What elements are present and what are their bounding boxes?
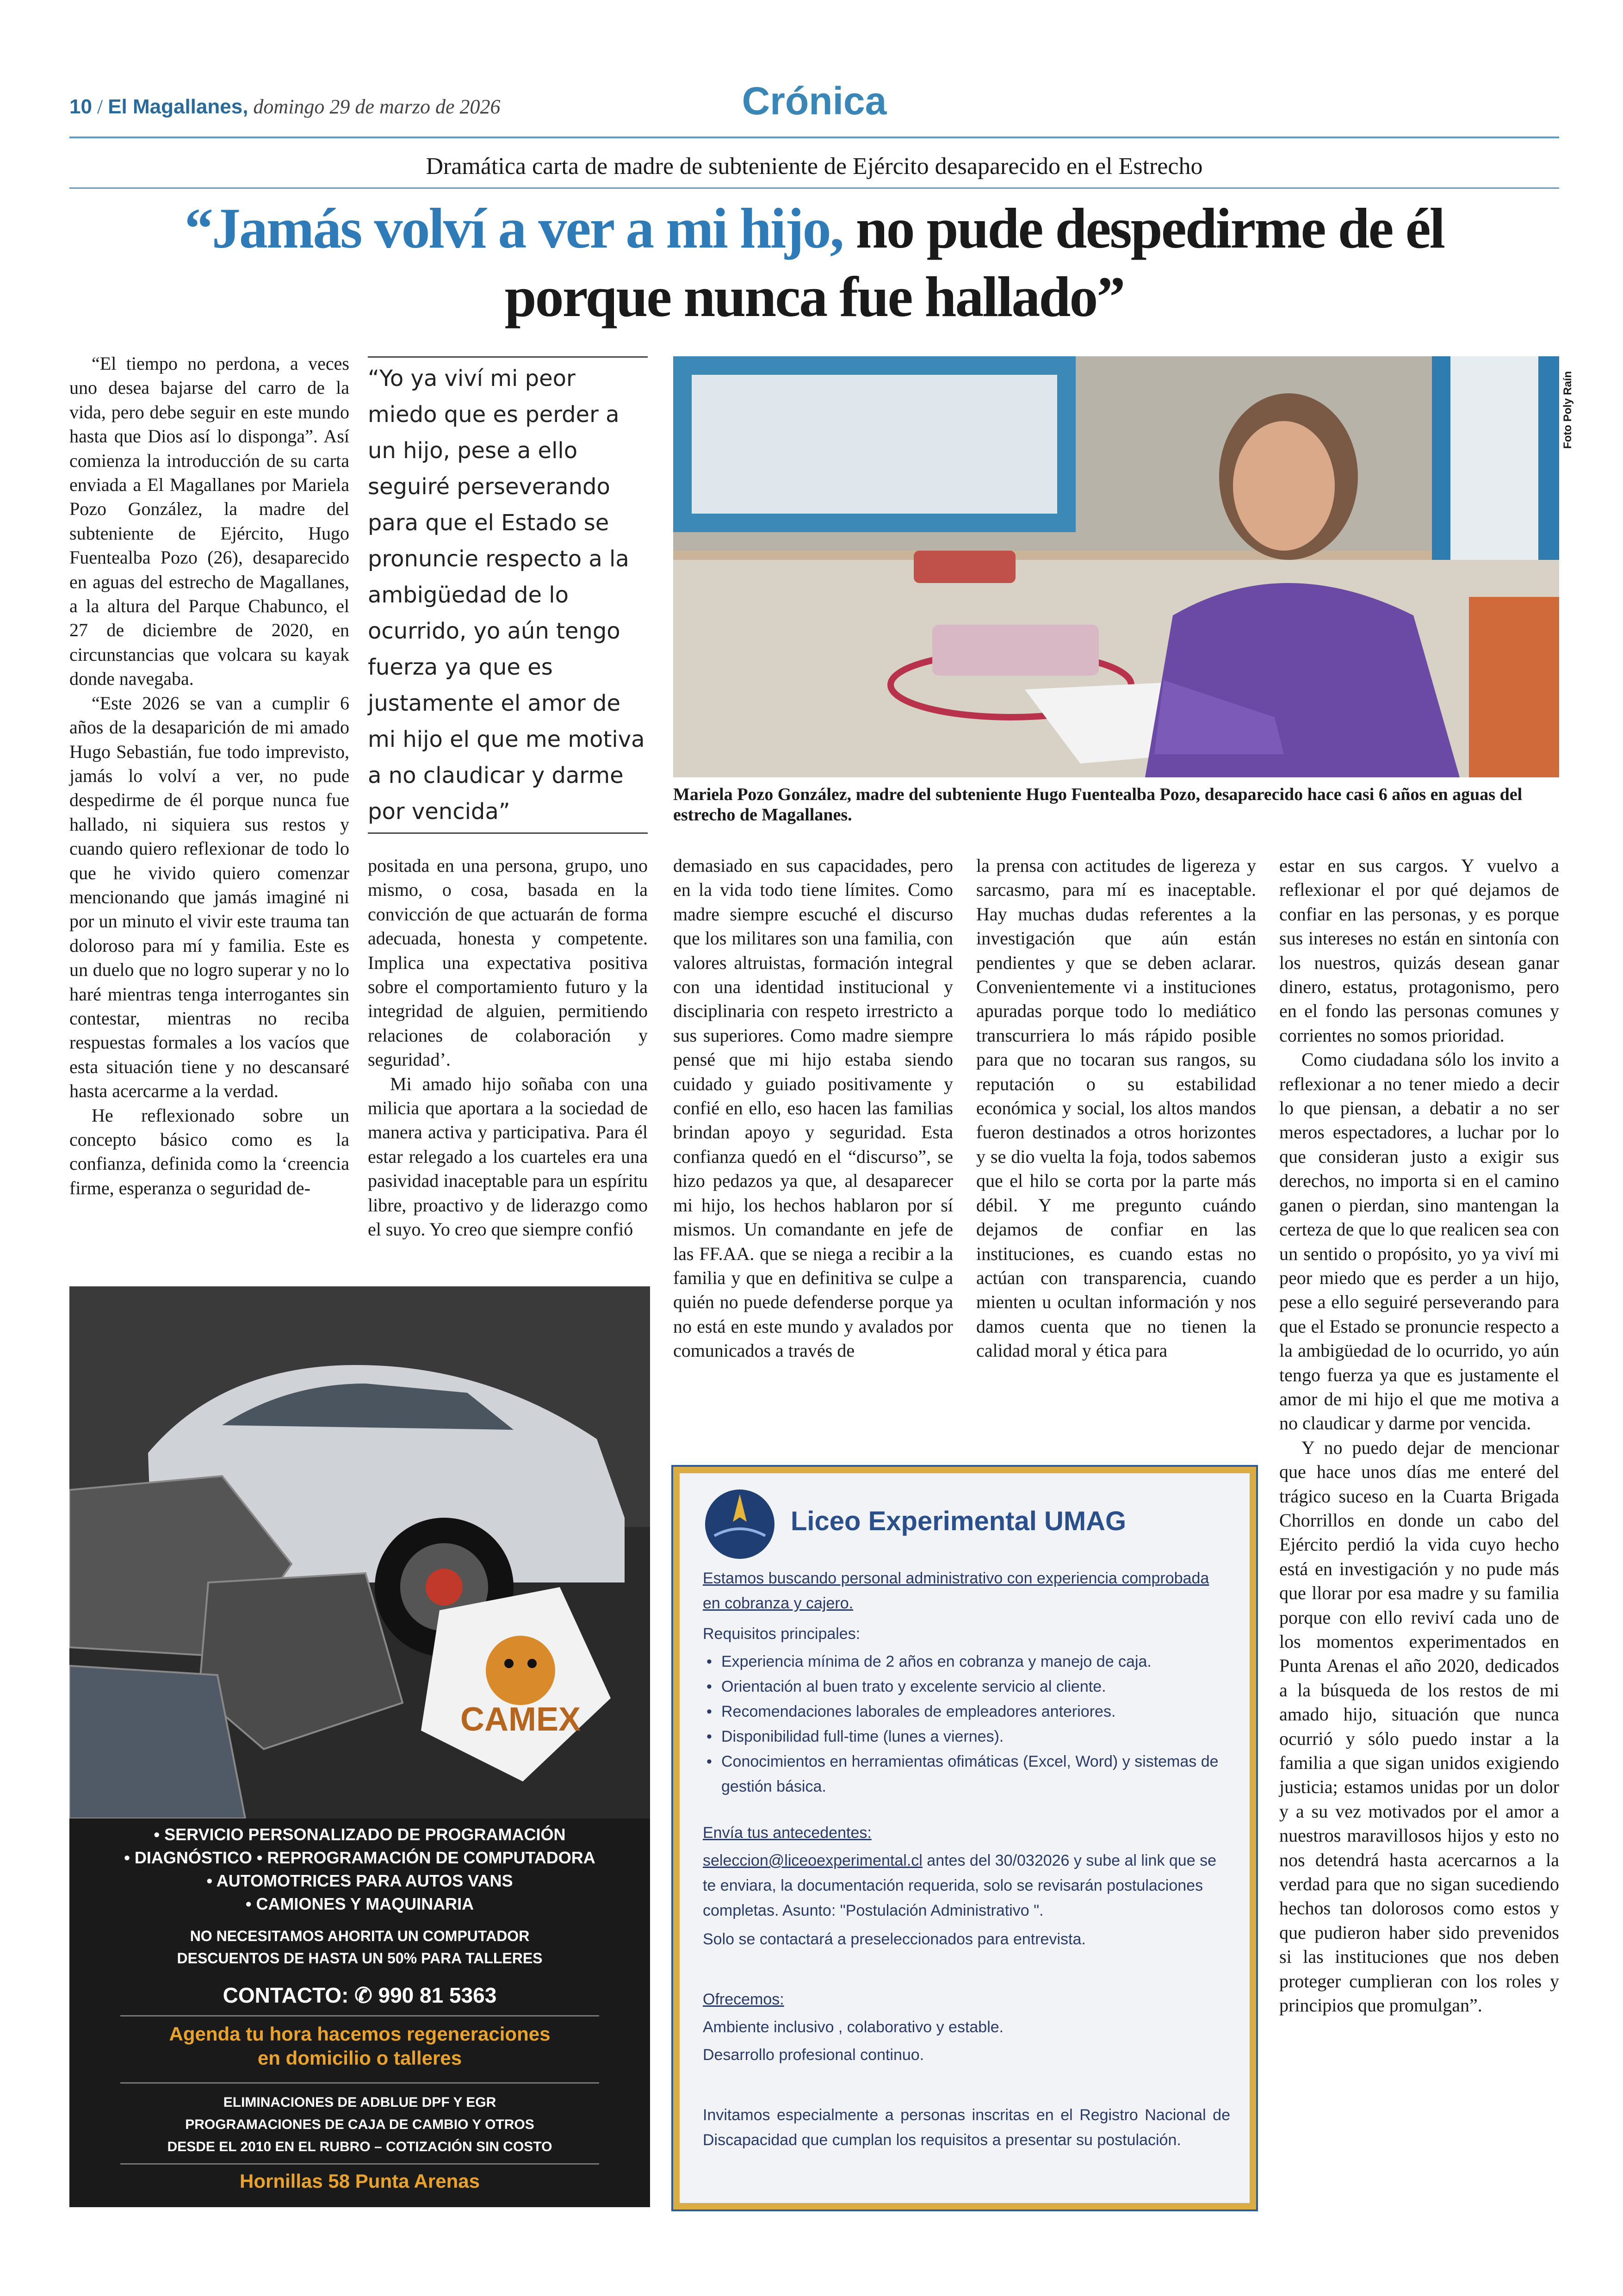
offer-title (703, 1987, 1230, 2012)
paragraph: “El tiempo no perdona, a veces uno desea bajarse del carro de la vida, pero debe seguir en este mundo hasta que Dios así lo disponga”. Así comienza la introducción de su carta enviada a El Magallanes por Mariela Pozo González, la madre del subteniente de Ejército, Hugo Fuentealba Pozo (26), desaparecido en aguas del estrecho de Magallanes, a la altura del Parque Chabunco, el 27 de diciembre de 2020, en circunstancias que volcara su kayak donde navegaba. (69, 353, 349, 689)
list-item: • Disponibilidad full-time (lunes a viernes). (703, 1724, 1230, 1749)
list-item: • Recomendaciones laborales de empleadores anteriores. (703, 1699, 1230, 1724)
service-item: • AUTOMOTRICES PARA AUTOS VANS (206, 1871, 513, 1890)
extra-line: PROGRAMACIONES DE CAJA DE CAMBIO Y OTROS (185, 2117, 534, 2132)
list-item: • Orientación al buen trato y excelente servicio al cliente. (703, 1674, 1230, 1699)
paragraph: positada en una persona, grupo, uno mismo, o cosa, basada en la convicción de que actuarán de forma adecuada, honesta y competente. Implica una expectativa positiva sobre el comportamiento futuro y la integridad de alguien, permitiendo relaciones de colaboración y seguridad’. (368, 855, 648, 1070)
newspaper-name: El Magallanes, (108, 95, 248, 118)
camex-advertisement (69, 1286, 650, 2207)
liceo-title: Liceo Experimental UMAG (791, 1506, 1127, 1536)
issue-date: domingo 29 de marzo de 2026 (253, 95, 501, 118)
send-note: Solo se contactará a preseleccionados para entrevista. (703, 1930, 1086, 1948)
camex-contact (69, 1983, 650, 2008)
kicker: Dramática carta de madre de subteniente de Ejército desaparecido en el Estrecho (426, 153, 1203, 180)
service-item: • SERVICIO PERSONALIZADO DE PROGRAMACIÓN (154, 1825, 566, 1844)
headline (139, 194, 1490, 331)
article-column-4 (976, 854, 1256, 1363)
article-column-5 (1279, 854, 1559, 2018)
header-rule (69, 137, 1559, 138)
paragraph: Mi amado hijo soñaba con una milicia que aportara a la sociedad de manera activa y participativa. Para él estar relegado a los cuarteles era una pasividad inaceptable para un espíritu libre, proactivo y de liderazgo como el suyo. Yo creo que siempre confió (368, 1073, 648, 1240)
send-title (703, 1820, 1230, 1845)
liceo-advertisement (673, 1467, 1256, 2209)
liceo-intro (703, 1566, 1230, 1616)
send-details (703, 1848, 1230, 1923)
pull-quote: “Yo ya viví mi peor miedo que es perder a un hijo, pese a ello seguiré perseverando para que el Estado se pronuncie respecto a la ambigüedad de lo ocurrido, yo aún tengo fuerza ya que es justamente el amor de mi hijo el que me motiva a no claudicar y darme por vencida” (368, 356, 648, 834)
liceo-logo (705, 1489, 774, 1559)
camex-extras (69, 2091, 650, 2158)
whatsapp-icon: ✆ (354, 1983, 372, 2007)
paragraph: estar en sus cargos. Y vuelvo a reflexionar el por qué dejamos de confiar en las personas, y es porque sus intereses no están en sintonía con los nuestros, quizás desean ganar dinero, estatus, protagonismo, pero en el fondo las personas comunes y corrientes no somos prioridad. (1279, 855, 1559, 1046)
requirements-title: Requisitos principales: (703, 1625, 861, 1643)
photo-illustration (673, 356, 1559, 777)
photo-caption: Mariela Pozo González, madre del subteniente Hugo Fuentealba Pozo, desaparecido hace casi 6 años en aguas del estrecho de Magallanes. (673, 785, 1523, 825)
camex-address: Hornillas 58 Punta Arenas (240, 2170, 480, 2192)
agenda-line: en domicilio o talleres (257, 2047, 462, 2069)
paragraph: Y no puedo dejar de mencionar que hace unos días me enteré del trágico suceso en la Cuarta Brigada Chorrillos en donde un cabo del Ejército perdió la vida cuyo hecho está en investigación y no pude más que llorar por esa madre y su familia porque con ello reviví cada uno de los momentos experimentados en Punta Arenas el año 2020, dedicados a la búsqueda de los restos de mi amado hijo, situación que nunca ocurrió y sólo puedo instar a la familia a que sigan unidos exigiendo justicia; estamos unidas por un dolor y a su vez motivados por el amor a nuestros maravillosos hijos y esto no nos detendrá hasta acercarnos a la verdad para que no sigan sucediendo hechos tan dolorosos como estos y que pudieron haber sido prevenidos si las instituciones que nos deben proteger cumplieran con los roles y principios que promulgan”. (1279, 1437, 1559, 2016)
agenda-line: Agenda tu hora hacemos regeneraciones (169, 2023, 551, 2045)
camex-logo: CAMEX (460, 1701, 581, 1738)
liceo-logo-icon (705, 1489, 774, 1559)
send-title-text: Envía tus antecedentes: (703, 1824, 872, 1842)
send-text: antes del 30/032026 y sube al link que se te enviara, la documentación requerida, solo se revisarán postulaciones completas. Asunto: "Postulación Administrativo ". (703, 1852, 1216, 1919)
article-column-3 (673, 854, 953, 1363)
paragraph: He reflexionado sobre un concepto básico como es la confianza, definida como la ‘creencia firme, esperanza o seguridad de- (69, 1105, 349, 1198)
service-item: • CAMIONES Y MAQUINARIA (245, 1894, 474, 1913)
note-line: DESCUENTOS DE HASTA UN 50% PARA TALLERES (177, 1950, 543, 1967)
list-item: • Conocimientos en herramientas ofimáticas (Excel, Word) y sistemas de gestión básica. (703, 1749, 1230, 1799)
headline-rest: no pude despedirme de él porque nunca fue hallado” (504, 197, 1444, 329)
headline-highlight: “Jamás volví a ver a mi hijo, (184, 197, 843, 260)
note-line: NO NECESITAMOS AHORITA UN COMPUTADOR (190, 1928, 530, 1944)
divider (120, 2163, 599, 2165)
divider (120, 2015, 599, 2017)
divider (120, 2082, 599, 2084)
phone-number: 990 81 5363 (378, 1983, 497, 2007)
service-item: • DIAGNÓSTICO • REPROGRAMACIÓN DE COMPUTADORA (124, 1848, 595, 1867)
liceo-closing: Invitamos especialmente a personas inscritas en el Registro Nacional de Discapacidad que cumplan los requisitos a presentar su postulación. (703, 2106, 1230, 2149)
extra-line: ELIMINACIONES DE ADBLUE DPF Y EGR (223, 2095, 496, 2110)
paragraph: Como ciudadana sólo los invito a reflexionar a no tener miedo a decir lo que piensan, a debatir a no ser meros espectadores, a luchar por lo que consideran justo a exigir sus derechos, no importa si en el camino ganen o pierdan, sino mantengan la certeza de que lo que realicen sea con un sentido o propósito, yo ya viví mi peor miedo que es perder a un hijo, pese a ello seguiré perseverando para que el Estado se pronuncie respecto a la ambigüedad de lo ocurrido, yo aún tengo fuerza ya que es justamente el amor de mi hijo el que me motiva a no claudicar y darme por vencida. (1279, 1049, 1559, 1434)
section-title: Crónica (742, 79, 887, 123)
list-item: • Experiencia mínima de 2 años en cobranza y manejo de caja. (703, 1649, 1230, 1674)
page-number: 10 (69, 95, 92, 118)
requirements-list (703, 1649, 1230, 1799)
offer-item: Desarrollo profesional continuo. (703, 2046, 924, 2064)
camex-note (69, 1925, 650, 1969)
article-photo (673, 356, 1559, 777)
email-link[interactable]: seleccion@liceoexperimental.cl (703, 1852, 923, 1869)
paragraph: “Este 2026 se van a cumplir 6 años de la desaparición de mi amado Hugo Sebastián, fue todo imprevisto, jamás lo volví a ver, no pude despedirme de él porque nunca fue hallado, ni siquiera sus restos y cuando quiero reflexionar de todo lo que he vivido quiero comenzar mencionando que jamás imaginé ni por un minuto el vivir este trauma tan doloroso para mí y familia. Este es un duelo que no logro superar y no lo haré mientras tenga interrogantes sin contestar, mientras no reciba respuestas formales a los vacíos que esta situación tiene y no descansaré hasta acercarme a la verdad. (69, 692, 349, 1102)
article-column-2 (368, 854, 648, 1242)
offer-item: Ambiente inclusivo , colaborativo y estable. (703, 2018, 1004, 2036)
offer-title-text: Ofrecemos: (703, 1991, 784, 2008)
camex-services (69, 1823, 650, 1916)
camex-agenda (69, 2022, 650, 2070)
article-column-1 (69, 352, 349, 1200)
paragraph: la prensa con actitudes de ligereza y sarcasmo, para mí es inaceptable. Hay muchas dudas referentes a la investigación que aún están pendientes y que se deben aclarar. Convenientemente vi a instituciones apuradas porque todo lo mediático transcurriera lo más rápido posible para que no tocaran sus rangos, su reputación o su estabilidad económica y social, los altos mandos fueron destinados a otros horizontes y se dio vuelta la foja, todos sabemos que el hilo se corta por la parte más débil. Y me pregunto cuándo dejamos de confiar en las instituciones, es cuando estas no actúan con transparencia, cuando mienten u ocultan información y nos damos cuenta que no tienen la calidad moral y ética para (976, 855, 1256, 1361)
contact-label: CONTACTO: (223, 1983, 349, 2007)
kicker-rule (69, 187, 1559, 189)
photo-credit: Foto Poly Raín (1561, 371, 1574, 449)
extra-line: DESDE EL 2010 EN EL RUBRO – COTIZACIÓN SIN COSTO (167, 2139, 552, 2154)
paragraph: demasiado en sus capacidades, pero en la vida todo tiene límites. Como madre siempre escuché el discurso que los militares son una familia, con valores altruistas, formación integral con una identidad institucional y disciplinaria con respeto irrestricto a sus superiores. Como madre siempre pensé que mi hijo estaba siendo cuidado y guiado positivamente y confié en ello, eso hacen las familias brindan apoyo y seguridad. Esta confianza quedó en el “discurso”, se hizo pedazos ya que, al desaparecer mi hijo, los hechos hablaron por sí mismos. Un comandante en jefe de las FF.AA. que se niega a recibir a la familia y que en definitiva se culpe a quién no puede defenderse porque ya no está en este mundo y avalados por comunicados a través de (673, 855, 953, 1361)
page-header: 10 / El Magallanes, domingo 29 de marzo de 2026 (69, 95, 501, 118)
car-workshop-illustration (69, 1286, 650, 1818)
intro-text: Estamos buscando personal administrativo con experiencia comprobada en cobranza y cajero. (703, 1570, 1209, 1612)
